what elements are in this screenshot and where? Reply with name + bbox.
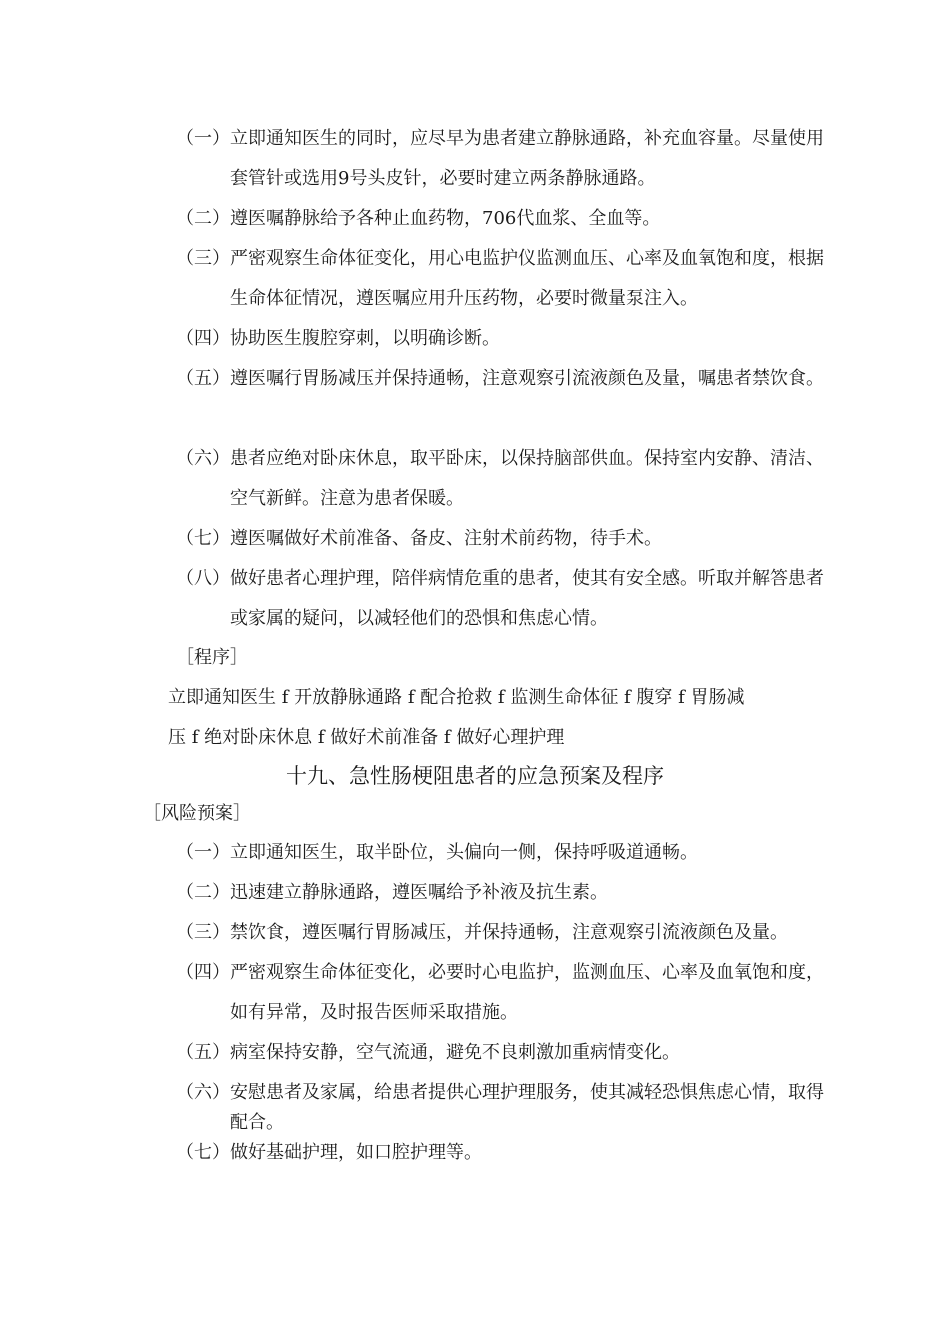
list-item-1-7 bbox=[176, 519, 826, 559]
item-number: （七） bbox=[176, 528, 230, 549]
item-text: 安慰患者及家属，给患者提供心理护理服务，使其减轻恐惧焦虑心情，取得配合。 bbox=[230, 1082, 824, 1133]
item-text: 立即通知医生，取半卧位，头偏向一侧，保持呼吸道通畅。 bbox=[230, 842, 698, 863]
item-number: （二） bbox=[176, 882, 230, 903]
list-item-1-1 bbox=[176, 119, 826, 199]
list-item-2-6 bbox=[176, 1078, 826, 1138]
item-number: （一） bbox=[176, 842, 230, 863]
procedure-label: ［程序］ bbox=[176, 647, 248, 668]
item-text: 患者应绝对卧床休息，取平卧床，以保持脑部供血。保持室内安静、清洁、空气新鲜。注意为患者保暖。 bbox=[230, 448, 824, 509]
item-number: （六） bbox=[176, 1082, 230, 1103]
item-number: （五） bbox=[176, 368, 230, 389]
item-text: 迅速建立静脉通路，遵医嘱给予补液及抗生素。 bbox=[230, 882, 608, 903]
item-text: 严密观察生命体征变化，用心电监护仪监测血压、心率及血氧饱和度，根据生命体征情况，遵医嘱应用升压药物，必要时微量泵注入。 bbox=[230, 248, 824, 309]
item-text: 严密观察生命体征变化，必要时心电监护，监测血压、心率及血氧饱和度，如有异常，及时报告医师采取措施。 bbox=[230, 962, 824, 1023]
item-number: （八） bbox=[176, 568, 230, 589]
list-item-2-1 bbox=[176, 833, 826, 873]
item-number: （四） bbox=[176, 328, 230, 349]
item-number: （二） bbox=[176, 208, 230, 229]
list-item-1-3 bbox=[176, 239, 826, 319]
list-item-2-2 bbox=[176, 873, 826, 913]
item-number: （四） bbox=[176, 962, 230, 983]
list-item-1-6 bbox=[176, 439, 826, 519]
item-number: （七） bbox=[176, 1142, 230, 1163]
item-number: （一） bbox=[176, 128, 230, 149]
item-number: （五） bbox=[176, 1042, 230, 1063]
item-text: 立即通知医生的同时，应尽早为患者建立静脉通路，补充血容量。尽量使用套管针或选用9号头皮针，必要时建立两条静脉通路。 bbox=[230, 128, 824, 189]
item-text: 做好基础护理，如口腔护理等。 bbox=[230, 1142, 482, 1163]
list-item-1-8 bbox=[176, 559, 826, 639]
list-item-2-3 bbox=[176, 913, 826, 953]
item-number: （三） bbox=[176, 922, 230, 943]
item-text: 遵医嘱静脉给予各种止血药物，706代血浆、全血等。 bbox=[230, 208, 661, 229]
item-text: 做好患者心理护理，陪伴病情危重的患者，使其有安全感。听取并解答患者或家属的疑问，以减轻他们的恐惧和焦虑心情。 bbox=[230, 568, 824, 629]
item-text: 病室保持安静，空气流通，避免不良刺激加重病情变化。 bbox=[230, 1042, 680, 1063]
list-item-2-4 bbox=[176, 953, 826, 1033]
item-text: 协助医生腹腔穿刺，以明确诊断。 bbox=[230, 328, 500, 349]
item-text: 禁饮食，遵医嘱行胃肠减压，并保持通畅，注意观察引流液颜色及量。 bbox=[230, 922, 788, 943]
list-item-1-4 bbox=[176, 319, 826, 359]
list-item-1-2 bbox=[176, 199, 826, 239]
list-item-1-5 bbox=[176, 359, 826, 399]
procedure-flow-line-2: 压 f 绝对卧床休息 f 做好术前准备 f 做好心理护理 bbox=[168, 727, 565, 748]
item-number: （六） bbox=[176, 448, 230, 469]
risk-plan-label: ［风险预案］ bbox=[143, 803, 251, 824]
section-title: 十九、急性肠梗阻患者的应急预案及程序 bbox=[286, 764, 664, 788]
list-item-2-5 bbox=[176, 1033, 826, 1073]
item-number: （三） bbox=[176, 248, 230, 269]
procedure-flow-line-1: 立即通知医生 f 开放静脉通路 f 配合抢救 f 监测生命体征 f 腹穿 f 胃肠减 bbox=[168, 687, 745, 708]
list-item-2-7 bbox=[176, 1133, 826, 1173]
item-text: 遵医嘱做好术前准备、备皮、注射术前药物，待手术。 bbox=[230, 528, 662, 549]
item-text: 遵医嘱行胃肠减压并保持通畅，注意观察引流液颜色及量，嘱患者禁饮食。 bbox=[230, 368, 824, 389]
